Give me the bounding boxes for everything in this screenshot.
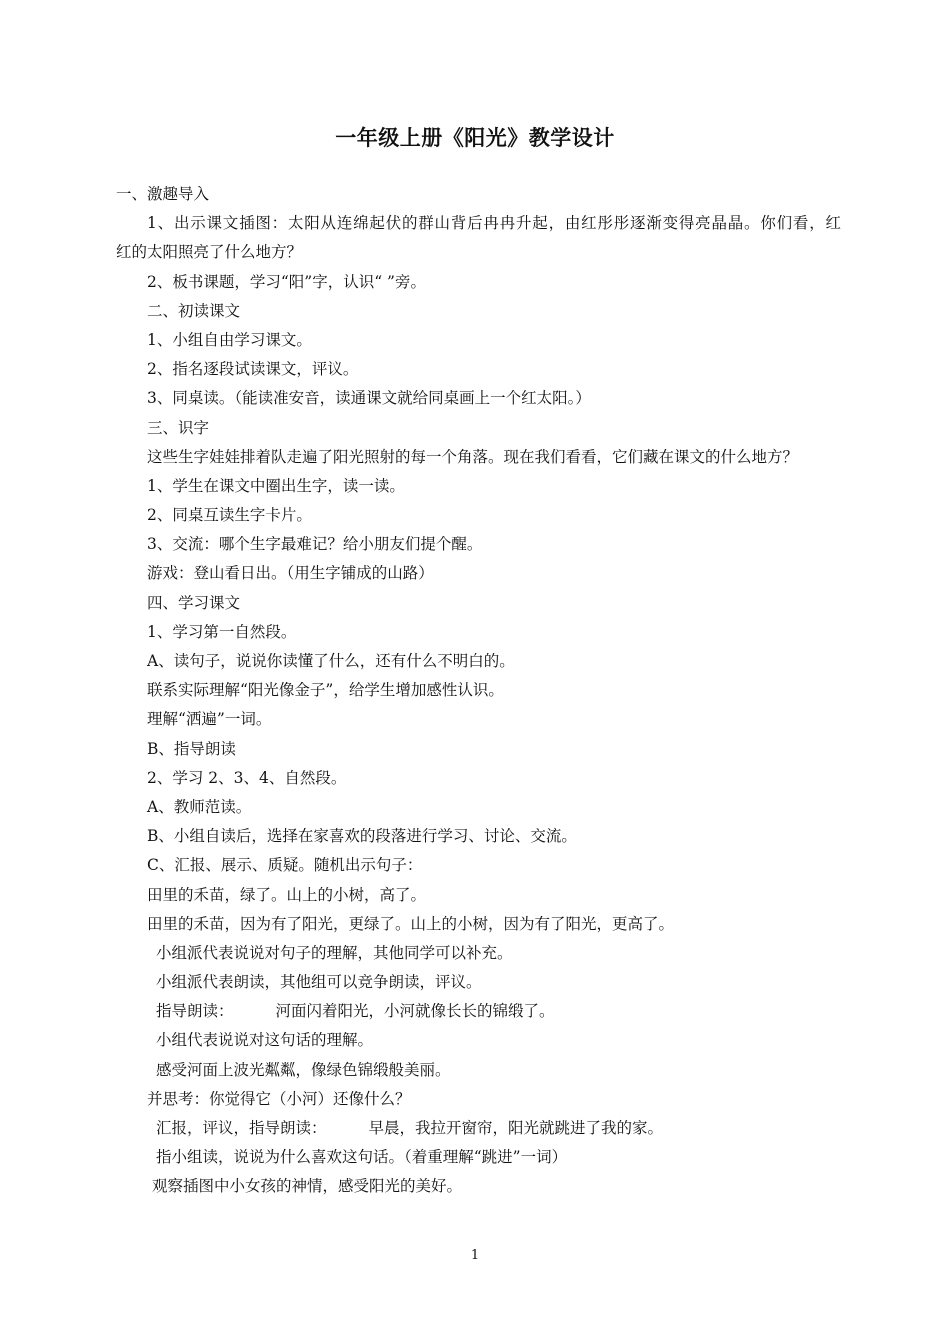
guided-reading-sentence: 早晨，我拉开窗帘，阳光就跳进了我的家。 xyxy=(368,1119,664,1137)
paragraph-line: 3、交流：哪个生字最难记？给小朋友们提个醒。 xyxy=(147,535,483,554)
paragraph-line: 1、学生在课文中圈出生字，读一读。 xyxy=(147,476,405,495)
guided-reading-line xyxy=(116,1114,841,1143)
paragraph-line: 田里的禾苗，因为有了阳光，更绿了。山上的小树，因为有了阳光，更高了。 xyxy=(147,914,675,933)
section-heading-1: 一、激趣导入 xyxy=(116,185,210,203)
paragraph-line: 2、同桌互读生字卡片。 xyxy=(147,506,312,525)
paragraph-line: 小组派代表说说对句子的理解，其他同学可以补充。 xyxy=(156,943,513,962)
paragraph-line: 感受河面上波光粼粼，像绿色锦缎般美丽。 xyxy=(156,1060,451,1079)
guided-reading-prompt: 指导朗读： xyxy=(156,1002,234,1021)
document-body xyxy=(116,180,841,1202)
paragraph-line: A、读句子，说说你读懂了什么，还有什么不明白的。 xyxy=(147,652,515,670)
paragraph-line: 红的太阳照亮了什么地方？ xyxy=(116,243,303,262)
paragraph-line: A、教师范读。 xyxy=(147,797,252,816)
paragraph-line: 1、小组自由学习课文。 xyxy=(147,330,312,349)
paragraph-line: 游戏：登山看日出。（用生字铺成的山路） xyxy=(147,564,434,583)
paragraph-line: 观察插图中小女孩的神情，感受阳光的美好。 xyxy=(152,1177,463,1196)
paragraph-line: C、汇报、展示、质疑。随机出示句子： xyxy=(147,856,423,875)
guided-reading-sentence: 河面闪着阳光，小河就像长长的锦缎了。 xyxy=(275,1002,555,1021)
paragraph-line: 联系实际理解“阳光像金子”，给学生增加感性认识。 xyxy=(147,681,504,700)
section-heading-3: 三、识字 xyxy=(147,418,210,437)
paragraph-line: 并思考：你觉得它（小河）还像什么？ xyxy=(147,1089,411,1108)
document-title: 一年级上册《阳光》教学设计 xyxy=(335,125,615,150)
paragraph-line: 田里的禾苗，绿了。山上的小树，高了。 xyxy=(147,885,427,904)
paragraph-line: 小组派代表朗读，其他组可以竞争朗读，评议。 xyxy=(156,973,482,992)
paragraph-line: 理解“洒遍”一词。 xyxy=(147,710,272,729)
guided-reading-line xyxy=(116,997,841,1026)
paragraph-line: B、指导朗读 xyxy=(147,739,236,758)
paragraph-line: 3、同桌读。（能读准安音，读通课文就给同桌画上一个红太阳。） xyxy=(147,389,591,408)
paragraph-line: 这些生字娃娃排着队走遍了阳光照射的每一个角落。现在我们看看，它们藏在课文的什么地方？ xyxy=(147,447,799,466)
paragraph-line: 2、指名逐段试读课文，评议。 xyxy=(147,360,359,379)
paragraph-line: 2、板书课题，学习“阳”字，认识“ ”旁。 xyxy=(147,272,426,291)
paragraph-line: 1、学习第一自然段。 xyxy=(147,622,297,641)
section-heading-2: 二、初读课文 xyxy=(147,301,241,320)
section-heading-4: 四、学习课文 xyxy=(147,593,241,612)
guided-reading-prompt: 汇报，评议，指导朗读： xyxy=(156,1119,327,1137)
paragraph-line: B、小组自读后，选择在家喜欢的段落进行学习、讨论、交流。 xyxy=(147,827,577,846)
page-number: 1 xyxy=(470,1248,480,1263)
paragraph-line: 1、出示课文插图：太阳从连绵起伏的群山背后冉冉升起，由红彤彤逐渐变得亮晶晶。你们看，红 xyxy=(147,214,841,233)
paragraph-line: 指小组读，说说为什么喜欢这句话。（着重理解“跳进”一词） xyxy=(156,1148,568,1167)
paragraph-line: 2、学习 2、3、4、自然段。 xyxy=(147,768,347,787)
paragraph-line: 小组代表说说对这句话的理解。 xyxy=(156,1031,374,1050)
